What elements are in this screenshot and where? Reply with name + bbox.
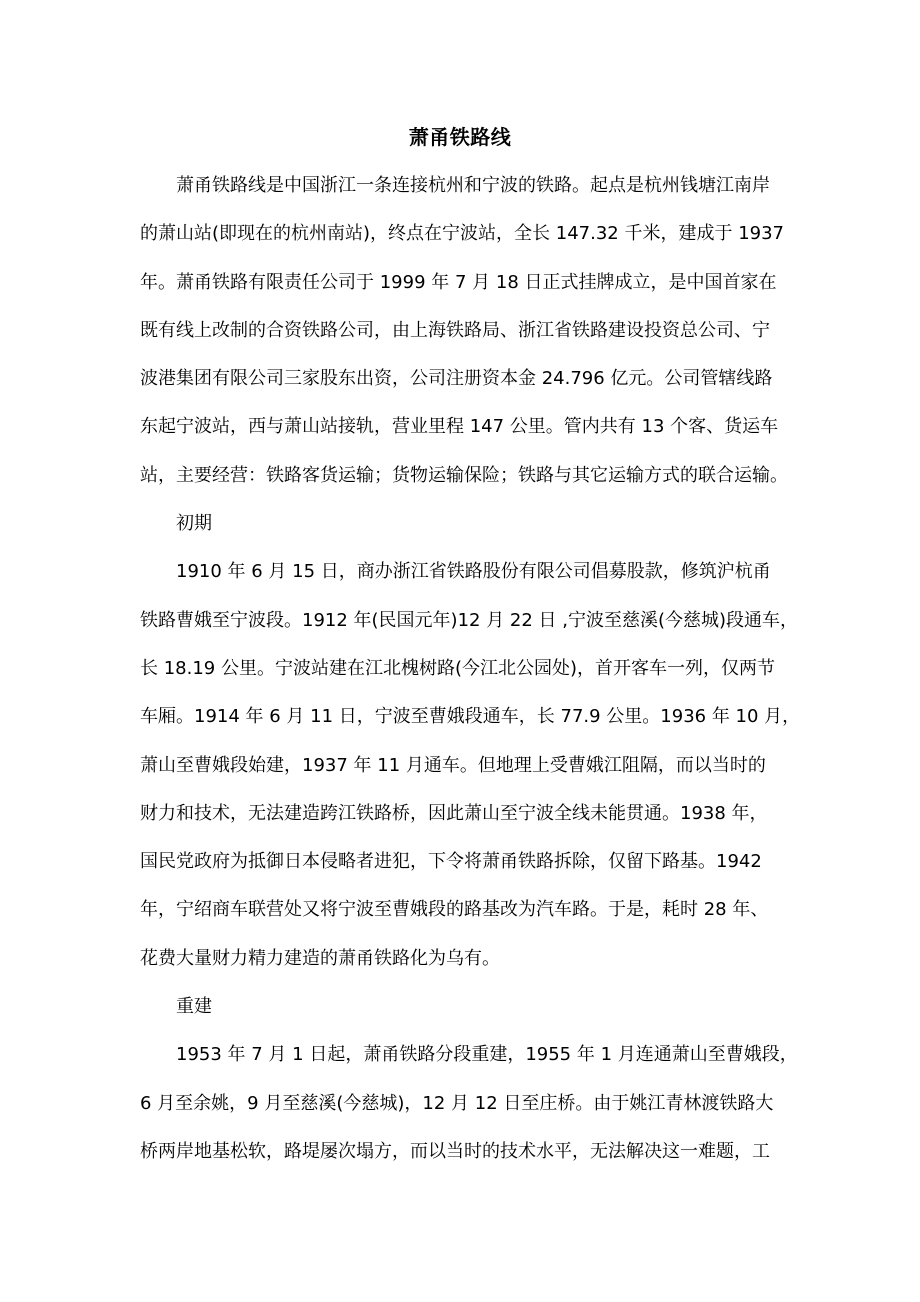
text-line: 车厢。1914 年 6 月 11 日，宁波至曹娥段通车，长 77.9 公里。1936 年 10 月， bbox=[140, 706, 800, 728]
text-line: 年，宁绍商车联营处又将宁波至曹娥段的路基改为汽车路。于是，耗时 28 年、 bbox=[140, 899, 769, 921]
text-line: 桥两岸地基松软，路堤屡次塌方，而以当时的技术水平，无法解决这一难题，工 bbox=[140, 1140, 770, 1162]
text-line: 既有线上改制的合资铁路公司，由上海铁路局、浙江省铁路建设投资总公司、宁 bbox=[140, 319, 770, 341]
text-line: 萧山至曹娥段始建，1937 年 11 月通车。但地理上受曹娥江阻隔，而以当时的 bbox=[140, 754, 766, 776]
text-line: 6 月至余姚，9 月至慈溪(今慈城)，12 月 12 日至庄桥。由于姚江青林渡铁路大 bbox=[140, 1092, 774, 1114]
text-line: 的萧山站(即现在的杭州南站)，终点在宁波站，全长 147.32 千米，建成于 1937 bbox=[140, 223, 784, 245]
document-title: 萧甬铁路线 bbox=[408, 125, 512, 149]
text-line: 花费大量财力精力建造的萧甬铁路化为乌有。 bbox=[140, 947, 500, 969]
text-line: 年。萧甬铁路有限责任公司于 1999 年 7 月 18 日正式挂牌成立，是中国首家在 bbox=[140, 271, 777, 293]
text-line: 财力和技术，无法建造跨江铁路桥，因此萧山至宁波全线未能贯通。1938 年， bbox=[140, 802, 768, 824]
text-line: 初期 bbox=[176, 513, 212, 535]
text-line: 1910 年 6 月 15 日，商办浙江省铁路股份有限公司倡募股款，修筑沪杭甬 bbox=[176, 561, 771, 583]
text-line: 重建 bbox=[176, 996, 212, 1018]
text-line: 站，主要经营：铁路客货运输；货物运输保险；铁路与其它运输方式的联合运输。 bbox=[140, 464, 788, 486]
text-line: 1953 年 7 月 1 日起，萧甬铁路分段重建，1955 年 1 月连通萧山至曹娥段， bbox=[176, 1044, 798, 1066]
text-line: 铁路曹娥至宁波段。1912 年(民国元年)12 月 22 日 ,宁波至慈溪(今慈城)段通车， bbox=[140, 609, 799, 631]
text-line: 萧甬铁路线是中国浙江一条连接杭州和宁波的铁路。起点是杭州钱塘江南岸 bbox=[176, 175, 770, 196]
text-line: 东起宁波站，西与萧山站接轨，营业里程 147 公里。管内共有 13 个客、货运车 bbox=[140, 416, 779, 438]
text-line: 长 18.19 公里。宁波站建在江北槐树路(今江北公园处)，首开客车一列，仅两节 bbox=[140, 657, 776, 679]
text-line: 国民党政府为抵御日本侵略者进犯，下令将萧甬铁路拆除，仅留下路基。1942 bbox=[140, 851, 762, 873]
document-body bbox=[140, 168, 800, 1182]
text-line: 波港集团有限公司三家股东出资，公司注册资本金 24.796 亿元。公司管辖线路 bbox=[140, 368, 773, 390]
